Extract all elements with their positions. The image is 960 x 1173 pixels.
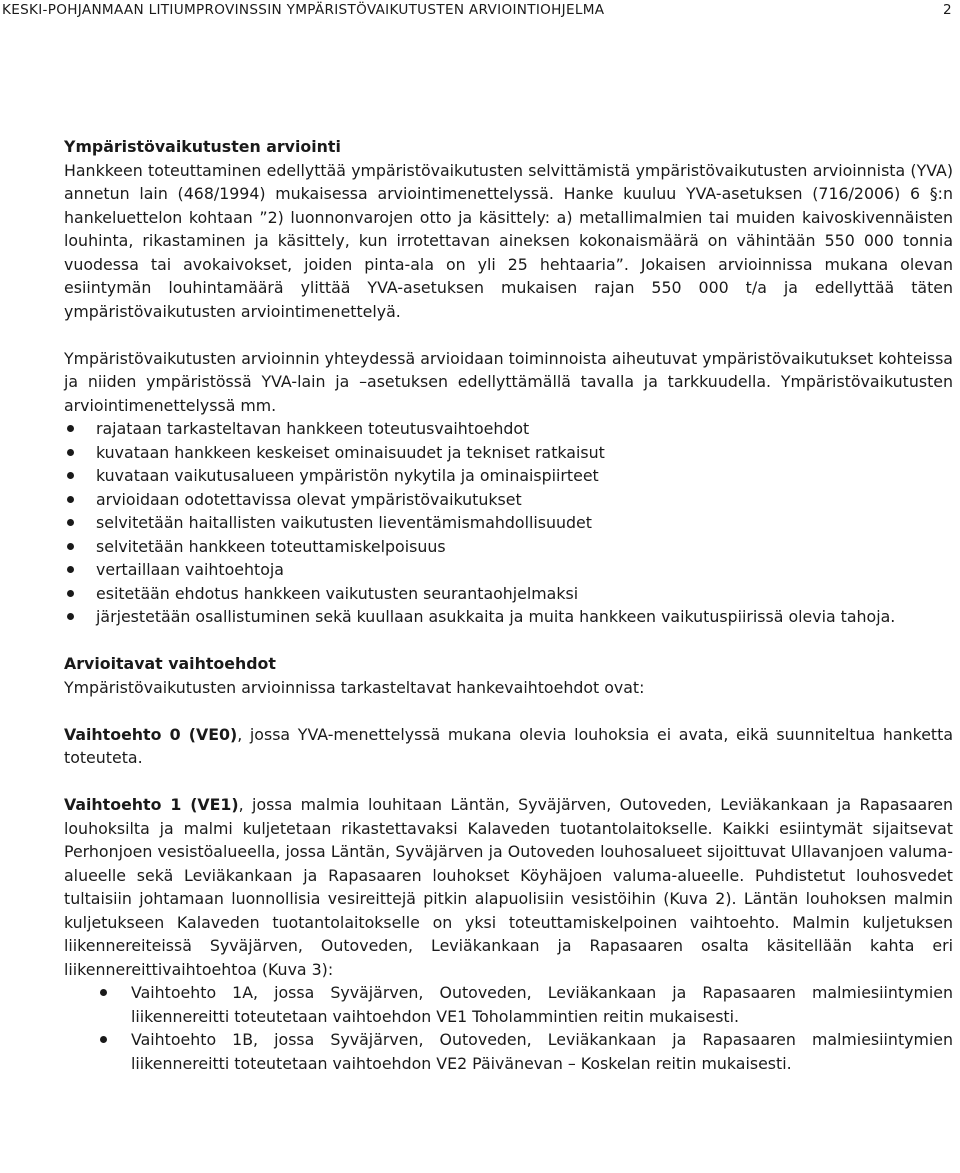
document-title: KESKI-POHJANMAAN LITIUMPROVINSSIN YMPÄRISTÖVAIKUTUSTEN ARVIOINTIOHJELMA bbox=[2, 2, 605, 18]
list-item: Vaihtoehto 1A, jossa Syväjärven, Outoveden, Leviäkankaan ja Rapasaaren malmiesiintymien liikennereitti toteutetaan vaihtoehdon VE1 Toholammintien reitin mukaisesti. bbox=[64, 981, 953, 1028]
paragraph-alternatives-intro: Ympäristövaikutusten arvioinnissa tarkasteltavat hankevaihtoehdot ovat: bbox=[64, 677, 645, 697]
list-item: kuvataan hankkeen keskeiset ominaisuudet ja tekniset ratkaisut bbox=[64, 441, 953, 465]
ve0-text: , jossa YVA-menettelyssä mukana olevia louhoksia ei avata, eikä suunniteltua hanketta toteuteta. bbox=[64, 724, 953, 767]
list-item: selvitetään haitallisten vaikutusten lieventämismahdollisuudet bbox=[64, 511, 953, 535]
paragraph-ve1 bbox=[64, 793, 953, 981]
list-item: Vaihtoehto 1B, jossa Syväjärven, Outoveden, Leviäkankaan ja Rapasaaren malmiesiintymien liikennereitti toteutetaan vaihtoehdon VE2 Päivänevan – Koskelan reitin mukaisesti. bbox=[64, 1028, 953, 1075]
paragraph-eia-requirement: Hankkeen toteuttaminen edellyttää ympäristövaikutusten selvittämistä ympäristövaikutusten arvioinnista (YVA) annetun lain (468/1994) mukaisessa arviointimenettelyssä. Hanke kuuluu YVA-asetuksen (716/2006) 6 §:n hankeluettelon kohtaan ”2) luonnonvarojen otto ja käsittely: a) metallimalmien tai muiden kaivoskivennäisten louhinta, rikastaminen ja käsittely, kun irrotettavan aineksen kokonaismäärä on vähintään 550 000 tonnia vuodessa tai avokaivokset, joiden pinta-ala on yli 25 hehtaaria”. Jokaisen arvioinnissa mukana olevan esiintymän louhintamäärä ylittää YVA-asetuksen mukaisen rajan 550 000 t/a ja edellyttää täten ympäristövaikutusten arviointimenettelyä. bbox=[64, 160, 953, 321]
list-item: rajataan tarkasteltavan hankkeen toteutusvaihtoehdot bbox=[64, 417, 953, 441]
list-item: kuvataan vaikutusalueen ympäristön nykytila ja ominaispiirteet bbox=[64, 464, 953, 488]
list-item: järjestetään osallistuminen sekä kuullaan asukkaita ja muita hankkeen vaikutuspiirissä olevia tahoja. bbox=[64, 605, 953, 629]
page-number: 2 bbox=[943, 2, 952, 18]
paragraph-ve0 bbox=[64, 723, 953, 770]
ve1-text: , jossa malmia louhitaan Läntän, Syväjärven, Outoveden, Leviäkankaan ja Rapasaaren louhoksilta ja malmi kuljetetaan rikastettavaksi Kalaveden tuotantolaitokselle. Kaikki esiintymät sijaitsevat Perhonjoen vesistöalueella, jossa Läntän, Syväjärven ja Outoveden louhosalueet sijoittuvat Ullavanjoen valuma-alueelle sekä Leviäkankaan ja Rapasaaren louhokset Köyhäjoen valuma-alueelle. Puhdistetut louhosvedet tultaisiin johtamaan luonnollisia vesireittejä pitkin alapuolisiin vesistöihin (Kuva 2). Läntän louhoksen malmin kuljetukseen Kalaveden tuotantolaitokselle on yksi toteuttamiskelpoinen vaihtoehto. Malmin kuljetuksen liikennereiteissä Syväjärven, Outoveden, Leviäkankaan ja Rapasaaren osalta käsitellään kahta eri liikennereittivaihtoehtoa (Kuva 3): bbox=[64, 795, 953, 979]
paragraph-eia-procedure: Ympäristövaikutusten arvioinnin yhteydessä arvioidaan toiminnoista aiheutuvat ympäristövaikutukset kohteissa ja niiden ympäristössä YVA-lain ja –asetuksen edellyttämällä tavalla ja tarkkuudella. Ympäristövaikutusten arviointimenettelyssä mm. bbox=[64, 348, 953, 415]
list-item: esitetään ehdotus hankkeen vaikutusten seurantaohjelmaksi bbox=[64, 582, 953, 606]
document-body bbox=[64, 135, 953, 1075]
page-header bbox=[2, 2, 952, 18]
list-item: vertaillaan vaihtoehtoja bbox=[64, 558, 953, 582]
list-item: selvitetään hankkeen toteuttamiskelpoisuus bbox=[64, 535, 953, 559]
ve1-label: Vaihtoehto 1 (VE1) bbox=[64, 795, 239, 814]
list-item: arvioidaan odotettavissa olevat ympäristövaikutukset bbox=[64, 488, 953, 512]
procedure-list bbox=[64, 417, 953, 629]
route-alternatives-list bbox=[64, 981, 953, 1075]
ve0-label: Vaihtoehto 0 (VE0) bbox=[64, 724, 238, 744]
section-heading-eia: Ympäristövaikutusten arviointi bbox=[64, 137, 341, 156]
section-heading-alternatives: Arvioitavat vaihtoehdot bbox=[64, 654, 276, 673]
